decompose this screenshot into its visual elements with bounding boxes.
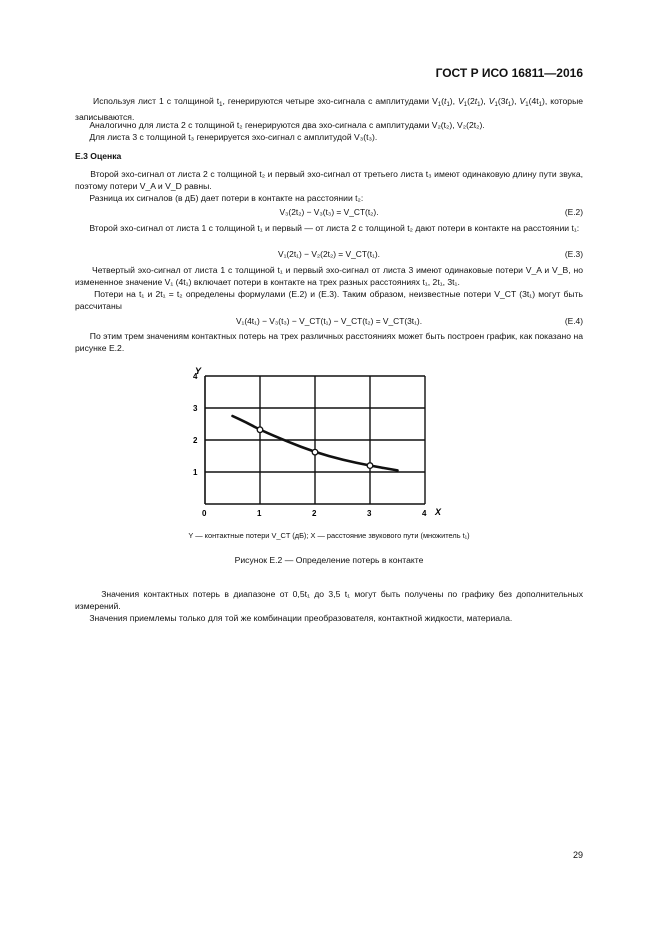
- figure-legend: Y — контактные потери V_CT (дБ); X — расстояние звукового пути (множитель t₁): [188, 531, 470, 540]
- p1-text: Используя лист 1 с толщиной t: [93, 96, 220, 106]
- p1-text-c: (4t: [528, 96, 539, 106]
- equation-e3-formula: V₁(2t₁) − V₂(2t₂) = V_CT(t₁).: [277, 249, 380, 259]
- equation-e2-number: (Е.2): [564, 207, 583, 217]
- x-tick-label: 3: [367, 509, 372, 518]
- x-tick-label: 1: [257, 509, 262, 518]
- x-tick-label: 4: [422, 509, 427, 518]
- equation-e3-number: (Е.3): [564, 249, 583, 259]
- figure-caption: Рисунок Е.2 — Определение потерь в контакте: [234, 555, 424, 565]
- p9-text: По этим трем значениям контактных потерь на трех различных расстояниях может быть построен график, как показано на рисунке Е.2.: [75, 331, 584, 353]
- paragraph-5: [75, 192, 583, 204]
- y-axis-label: Y: [195, 366, 202, 376]
- x-tick-label: 2: [312, 509, 317, 518]
- y-tick-label: 4: [193, 372, 198, 381]
- x-axis-label: X: [435, 507, 442, 517]
- p2-text: Аналогично для листа 2 с толщиной t₂ генерируются два эхо-сигнала с амплитудами V₂(t₂), V₂(2t₂).: [89, 120, 485, 130]
- p1-text-b: , генерируются четыре эхо-сигнала с амплитудами V: [222, 96, 438, 106]
- p7-text: Четвертый эхо-сигнал от листа 1 с толщиной t₁ и первый эхо-сигнал от листа 3 имеют одинаковые потери V_A и V_B, но измененное значение V₁ (4t₁) включает потери в контакте на трех разных расстояниях t₁, 2t₁, 3t₁.: [75, 265, 583, 287]
- paragraph-8: [75, 288, 583, 312]
- paragraph-4: [75, 168, 583, 192]
- section-heading: Е.3 Оценка: [75, 151, 122, 161]
- chart-axes: [195, 366, 442, 517]
- p3-text: Для листа 3 с толщиной t₃ генерируется эхо-сигнал с амплитудой V₃(t₃).: [89, 132, 378, 142]
- paragraph-11: [75, 612, 583, 624]
- equation-e4-formula: V₁(4t₁) − V₃(t₃) − V_CT(t₁) − V_CT(t₂) = V_CT(3t₁).: [235, 316, 423, 326]
- document-header: ГОСТ Р ИСО 16811—2016: [435, 66, 583, 80]
- equation-e2-formula: V₃(2t₂) − V₃(t₃) = V_CT(t₂).: [279, 207, 379, 217]
- p4-text: Второй эхо-сигнал от листа 2 с толщиной t₂ и первый эхо-сигнал от третьего листа t₃ имеют одинаковую длину пути звука, поэтому потери V_A и V_D равны.: [75, 169, 583, 191]
- p10-text: Значения контактных потерь в диапазоне от 0,5t₁ до 3,5 t₁ могут быть получены по графику без дополнительных измерений.: [75, 589, 584, 611]
- equation-e4-number: (Е.4): [564, 316, 583, 326]
- p8-text: Потери на t₁ и 2t₁ = t₂ определены формулами (Е.2) и (Е.3). Таким образом, неизвестные потери V_CT (3t₁) могут быть рассчитаны: [75, 289, 584, 311]
- p6-text: Второй эхо-сигнал от листа 1 с толщиной t₁ и первый — от листа 2 с толщиной t₂ дают потери в контакте на расстоянии t₁:: [89, 223, 580, 233]
- paragraph-7: [75, 264, 583, 288]
- y-tick-label: 1: [193, 468, 198, 477]
- paragraph-3: [75, 131, 583, 143]
- data-point-marker: [257, 427, 263, 433]
- p1-text-d: ), которые записываются.: [75, 96, 584, 122]
- paragraph-10: [75, 588, 583, 612]
- y-tick-label: 2: [193, 436, 198, 445]
- contact-loss-chart: [185, 362, 445, 527]
- paragraph-9: [75, 330, 583, 354]
- paragraph-6: [75, 222, 583, 234]
- paragraph-1: Используя лист 1 с толщиной $t_1$, генерируются четыре эхо-сигнала с амплитудами $V_1(t_1)$, $V_1(2t_1)$, $V_1(3t_1)$, $V_1(4t_1)$, которые записываются.: [75, 96, 584, 122]
- data-point-marker: [367, 463, 373, 469]
- p5-text: Разница их сигналов (в дБ) дает потери в контакте на расстоянии t₂:: [89, 193, 364, 203]
- y-tick-label: 3: [193, 404, 198, 413]
- x-tick-label: 0: [202, 509, 207, 518]
- chart-ticks: [193, 372, 427, 518]
- data-point-marker: [312, 449, 318, 455]
- page-number: 29: [572, 850, 583, 860]
- chart-grid: [205, 376, 425, 504]
- paragraph-2: [75, 119, 583, 131]
- p11-text: Значения приемлемы только для той же комбинации преобразователя, контактной жидкости, материала.: [89, 613, 513, 623]
